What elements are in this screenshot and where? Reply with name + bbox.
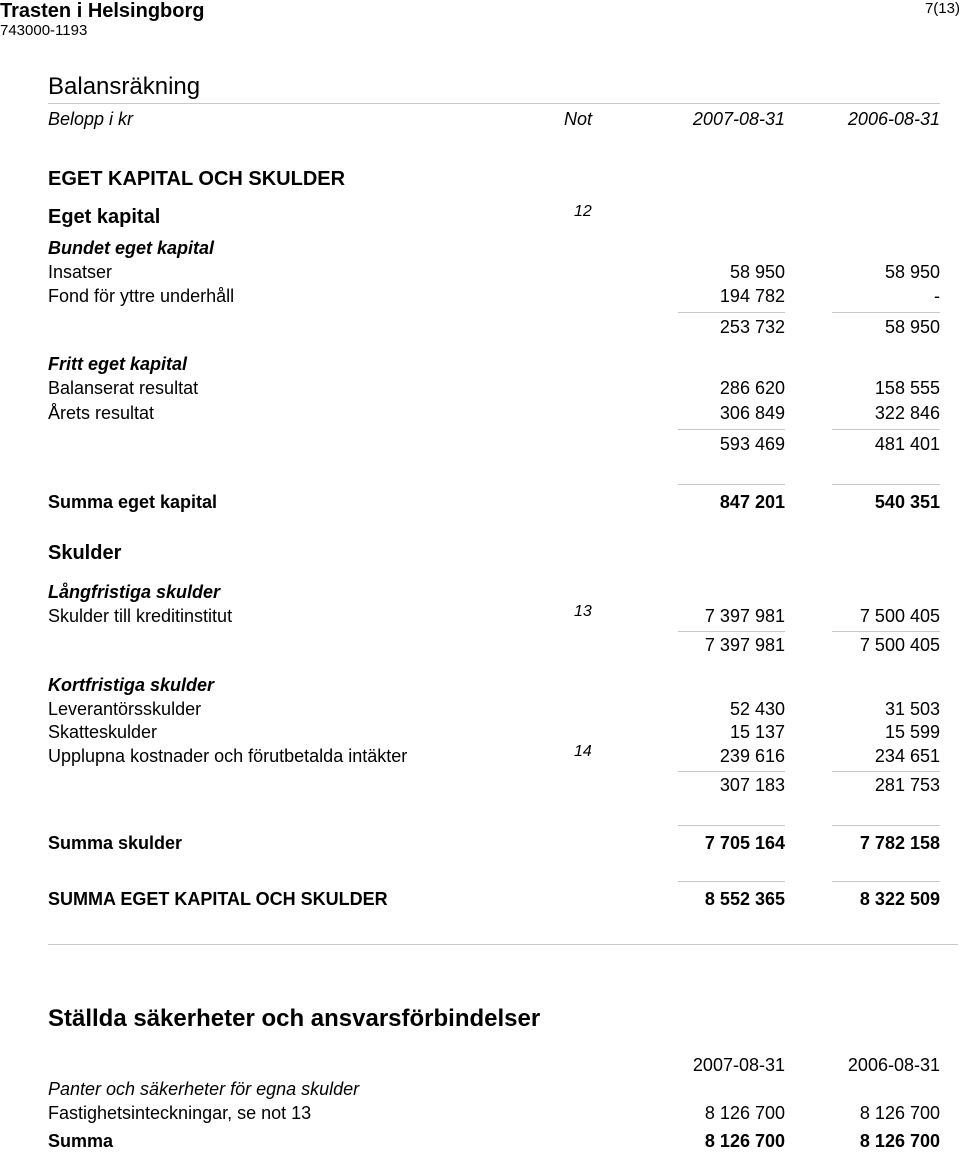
- section-divider: [48, 944, 958, 945]
- debts-heading: [48, 542, 940, 566]
- row-value-year-2: 158 555: [874, 378, 940, 398]
- free-equity-label: Fritt eget kapital: [48, 354, 188, 374]
- organization-number: 743000-1193: [0, 22, 88, 39]
- long-term-debts-label: Långfristiga skulder: [48, 582, 221, 602]
- subtotal-value-year-2: 481 401: [874, 434, 940, 454]
- subtotal-value-year-1: 593 469: [719, 434, 785, 454]
- subtotal-value-year-2: 281 753: [874, 775, 940, 795]
- row-value-year-2: 234 651: [874, 746, 940, 766]
- equity-heading: [48, 203, 940, 230]
- pledges-column-year-1: 2007-08-31: [692, 1055, 785, 1075]
- restricted-equity-label: Bundet eget kapital: [48, 238, 215, 258]
- column-heading-year-1: 2007-08-31: [692, 109, 785, 129]
- row-value-year-1: 239 616: [719, 746, 785, 766]
- subtotal-row: [48, 317, 940, 341]
- subtotal-rule: [832, 771, 940, 772]
- pledges-column-year-2: 2006-08-31: [847, 1055, 940, 1075]
- debts-sum-label: Summa skulder: [48, 833, 183, 853]
- equity-heading-label: Eget kapital: [48, 206, 161, 228]
- pledges-title: Ställda säkerheter och ansvarsförbindelser: [48, 1005, 541, 1032]
- row-label: Skatteskulder: [48, 722, 158, 742]
- row-label: Fond för yttre underhåll: [48, 286, 235, 306]
- row-value-year-2: 15 599: [884, 722, 940, 742]
- grand-total-label: SUMMA EGET KAPITAL OCH SKULDER: [48, 889, 388, 909]
- row-value-year-2: 31 503: [884, 699, 940, 719]
- subtotal-rule: [832, 312, 940, 313]
- pledges-subtitle-row: [48, 1079, 940, 1103]
- subtotal-rule: [678, 312, 785, 313]
- row-label: Leverantörsskulder: [48, 699, 202, 719]
- row-label: Balanserat resultat: [48, 378, 199, 398]
- row-value-year-1: 15 137: [729, 722, 785, 742]
- row-label: Årets resultat: [48, 403, 155, 423]
- pledges-subtitle: Panter och säkerheter för egna skulder: [48, 1079, 360, 1099]
- subtotal-value-year-1: 307 183: [719, 775, 785, 795]
- equity-sum-label: Summa eget kapital: [48, 492, 218, 512]
- page-number: 7(13): [924, 0, 960, 17]
- row-note: 13: [574, 603, 592, 620]
- table-row: [48, 1103, 940, 1127]
- debts-sum-row: [48, 833, 940, 857]
- pledges-sum-year-1: 8 126 700: [704, 1131, 785, 1151]
- row-value-year-1: 194 782: [719, 286, 785, 306]
- restricted-equity-heading: [48, 238, 940, 262]
- section-heading: [48, 168, 940, 192]
- total-rule: [678, 825, 785, 826]
- row-value-year-1: 52 430: [729, 699, 785, 719]
- row-label: Insatser: [48, 262, 113, 282]
- long-term-debts-heading: [48, 582, 940, 606]
- row-value-year-2: 7 500 405: [859, 606, 940, 626]
- section-heading-label: EGET KAPITAL OCH SKULDER: [48, 168, 346, 190]
- subtotal-row: [48, 635, 940, 659]
- row-value-year-1: 306 849: [719, 403, 785, 423]
- row-value-year-2: 8 126 700: [859, 1103, 940, 1123]
- pledges-sum-year-2: 8 126 700: [859, 1131, 940, 1151]
- row-label: Fastighetsinteckningar, se not 13: [48, 1103, 312, 1123]
- grand-total-year-1: 8 552 365: [704, 889, 785, 909]
- table-row: [48, 603, 940, 630]
- organization-name: Trasten i Helsingborg: [0, 0, 205, 22]
- row-label: Upplupna kostnader och förutbetalda intäkter: [48, 746, 408, 766]
- subtotal-value-year-2: 58 950: [884, 317, 940, 337]
- subtotal-value-year-2: 7 500 405: [859, 635, 940, 655]
- equity-note: 12: [574, 203, 592, 220]
- column-heading-year-2: 2006-08-31: [847, 109, 940, 129]
- debts-heading-label: Skulder: [48, 542, 122, 564]
- grand-total-year-2: 8 322 509: [859, 889, 940, 909]
- row-value-year-2: -: [934, 286, 940, 306]
- table-row: [48, 262, 940, 286]
- subtotal-value-year-1: 253 732: [719, 317, 785, 337]
- table-row: [48, 722, 940, 746]
- debts-sum-year-2: 7 782 158: [859, 833, 940, 853]
- row-value-year-1: 8 126 700: [704, 1103, 785, 1123]
- equity-sum-year-2: 540 351: [874, 492, 940, 512]
- table-row: [48, 743, 940, 770]
- table-row: [48, 699, 940, 723]
- subtotal-rule: [832, 429, 940, 430]
- subtotal-rule: [678, 429, 785, 430]
- equity-sum-row: [48, 492, 940, 516]
- short-term-debts-heading: [48, 675, 940, 699]
- total-rule: [832, 484, 940, 485]
- subtotal-row: [48, 775, 940, 799]
- row-value-year-2: 322 846: [874, 403, 940, 423]
- row-label: Skulder till kreditinstitut: [48, 606, 233, 626]
- table-row: [48, 403, 940, 427]
- total-rule: [832, 825, 940, 826]
- row-value-year-1: 7 397 981: [704, 606, 785, 626]
- subtotal-rule: [678, 631, 785, 632]
- equity-sum-year-1: 847 201: [719, 492, 785, 512]
- pledges-column-headings: [48, 1055, 940, 1079]
- row-note: 14: [574, 743, 592, 760]
- table-row: [48, 378, 940, 402]
- pledges-sum-label: Summa: [48, 1131, 114, 1151]
- grand-total-row: [48, 889, 940, 913]
- title-rule: [48, 103, 940, 104]
- total-rule: [678, 881, 785, 882]
- subtotal-rule: [832, 631, 940, 632]
- column-heading-amount: Belopp i kr: [48, 109, 134, 129]
- total-rule: [678, 484, 785, 485]
- total-rule: [832, 881, 940, 882]
- free-equity-heading: [48, 354, 940, 378]
- subtotal-value-year-1: 7 397 981: [704, 635, 785, 655]
- table-row: [48, 286, 940, 310]
- row-value-year-2: 58 950: [884, 262, 940, 282]
- subtotal-rule: [678, 771, 785, 772]
- pledges-sum-row: [48, 1131, 940, 1155]
- subtotal-row: [48, 434, 940, 458]
- column-heading-note: Not: [564, 109, 593, 129]
- page-title: Balansräkning: [48, 73, 201, 100]
- row-value-year-1: 286 620: [719, 378, 785, 398]
- row-value-year-1: 58 950: [729, 262, 785, 282]
- short-term-debts-label: Kortfristiga skulder: [48, 675, 215, 695]
- debts-sum-year-1: 7 705 164: [704, 833, 785, 853]
